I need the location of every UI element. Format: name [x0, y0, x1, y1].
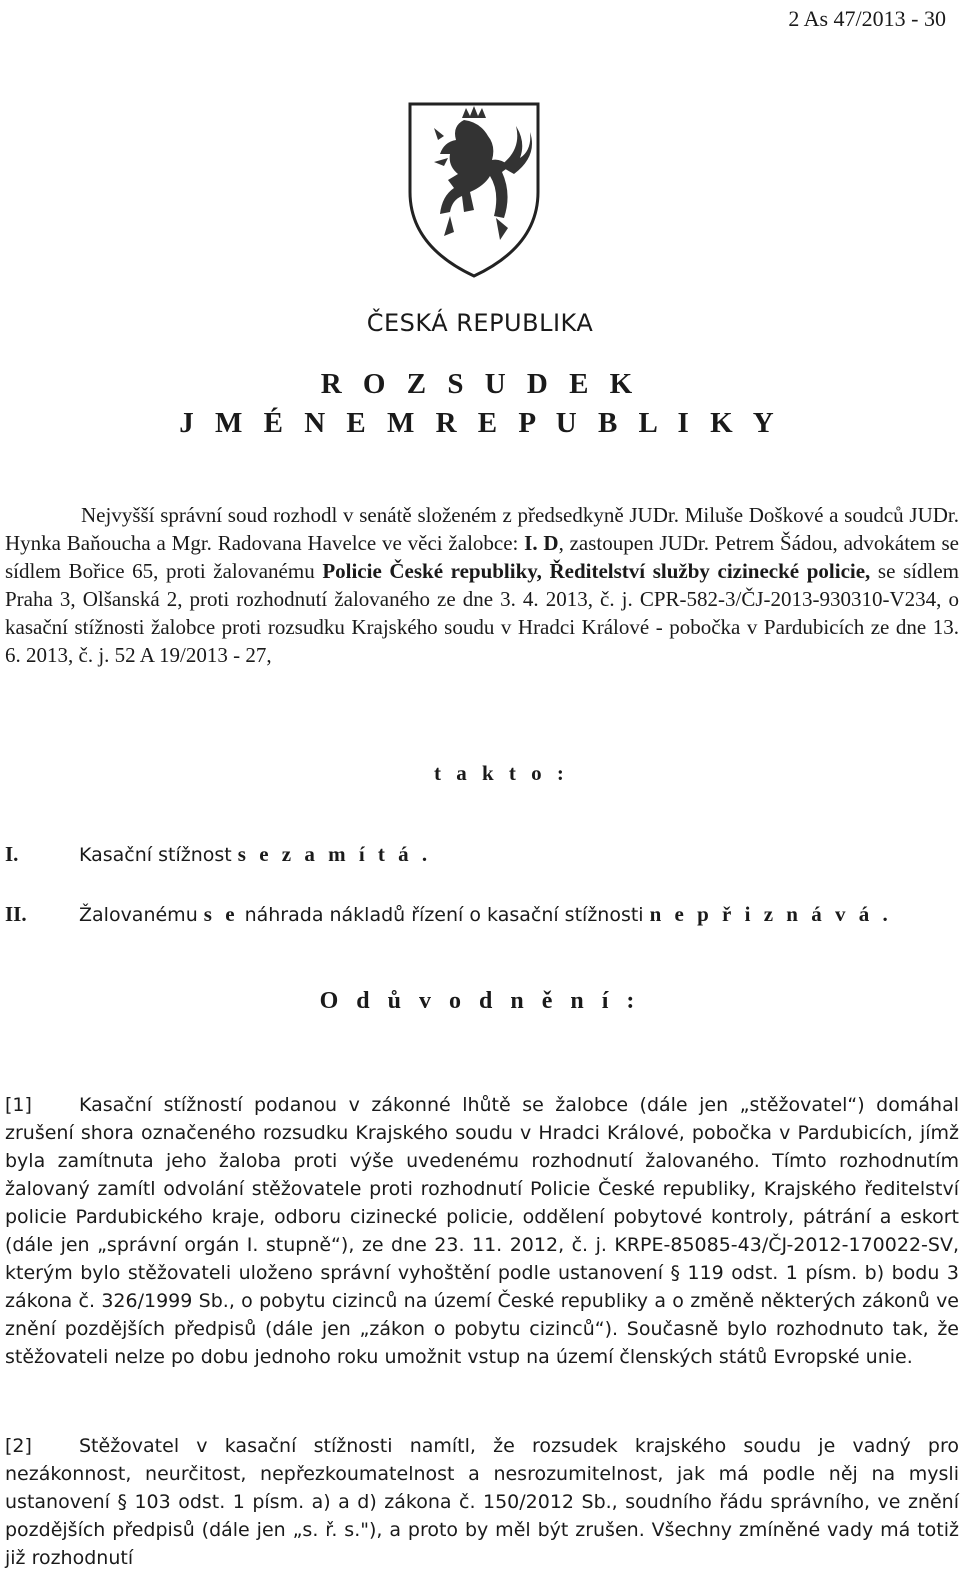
- verdict-emphasis-2: n e p ř i z n á v á .: [649, 902, 892, 926]
- case-number: 2 As 47/2013 - 30: [788, 6, 946, 31]
- paragraph-2: [5, 1432, 959, 1572]
- intro-paragraph: [5, 501, 959, 669]
- intro-text-2: , zastoupen JUDr. Petrem Šádou, advokátem se sídlem Bořice 65, proti žalovanému: [5, 531, 959, 583]
- paragraph-text: Kasační stížností podanou v zákonné lhůtě se žalobce (dále jen „stěžovatel“) domáhal zrušení shora označeného rozsudku Krajského soudu v Hradci Králové, pobočka v Pardubicích, jímž byla zamítnuta jeho žaloba proti výše uvedenému rozhodnutí žalovaného. Tímto rozhodnutím žalovaný zamítl odvolání stěžovatele proti rozhodnutí Policie České republiky, Krajského ředitelství policie Pardubického kraje, odboru cizinecké policie, oddělení pobytové kontroly, pátrání a eskort (dále jen „správní orgán I. stupně“), ze dne 23. 11. 2012, č. j. KRPE-85085-43/ČJ-2012-170022-SV, kterým bylo stěžovateli uloženo správní vyhoštění podle ustanovení § 119 odst. 1 písm. b) bodu 3 zákona č. 326/1999 Sb., o pobytu cizinců na území České republiky a o změně některých zákonů ve znění pozdějších předpisů (dále jen „zákon o pobytu cizinců“). Současně bylo rozhodnuto tak, že stěžovateli nelze po dobu jednoho roku umožnit vstup na území členských států Evropské unie.: [5, 1094, 959, 1368]
- verdict-number: I.: [5, 842, 19, 866]
- verdict-item: [5, 902, 892, 927]
- paragraph-1: [5, 1091, 959, 1371]
- verdict-text-plain: Kasační stížnost: [79, 844, 238, 866]
- paragraph-number: [1]: [5, 1094, 32, 1116]
- country-name: ČESKÁ REPUBLIKA: [366, 309, 594, 337]
- takto-heading: t a k t o :: [434, 761, 569, 785]
- verdict-emphasis: s e z a m í t á .: [237, 842, 432, 866]
- intro-text-3: se sídlem Praha 3, Olšanská 2, proti rozhodnutí žalovaného ze dne 3. 4. 2013, č. j. CPR-582-3/ČJ-2013-930310-V234, o kasační stížnosti žalobce proti rozsudku Krajského soudu v Hradci Králové - pobočka v Pardubicích ze dne 13. 6. 2013, č. j. 52 A 19/2013 - 27,: [5, 559, 959, 667]
- verdict-emphasis: s e: [203, 902, 239, 926]
- verdict-item: [5, 842, 431, 867]
- reasoning-heading: O d ů v o d n ě n í :: [319, 988, 641, 1014]
- verdict-text-rest: náhrada nákladů řízení o kasační stížnosti: [238, 904, 650, 926]
- paragraph-number: [2]: [5, 1435, 32, 1457]
- verdict-number: II.: [5, 902, 27, 926]
- verdict-text: [79, 902, 892, 927]
- verdict-text-plain: Žalovanému: [79, 904, 204, 926]
- defendant-name: Policie České republiky, Ředitelství služby cizinecké policie,: [322, 559, 871, 583]
- czech-lion-coat-of-arms-icon: [404, 96, 544, 280]
- verdict-text: [79, 842, 431, 867]
- document-subtitle: J M É N E M R E P U B L I K Y: [179, 407, 781, 439]
- document-title: R O Z S U D E K: [320, 368, 640, 400]
- paragraph-text: Stěžovatel v kasační stížnosti namítl, že rozsudek krajského soudu je vadný pro nezákonnost, neurčitost, nepřezkoumatelnost a nesrozumitelnost, jak má podle něj na mysli ustanovení § 103 odst. 1 písm. a) a d) zákona č. 150/2012 Sb., soudního řádu správního, ve znění pozdějších předpisů (dále jen „s. ř. s."), a proto by měl být zrušen. Všechny zmíněné vady má totiž již rozhodnutí: [5, 1435, 959, 1569]
- plaintiff-name: I. D: [524, 531, 559, 555]
- intro-text-1: Nejvyšší správní soud rozhodl v senátě složeném z předsedkyně JUDr. Miluše Doškové a soudců JUDr. Hynka Baňoucha a Mgr. Radovana Havelce ve věci žalobce:: [5, 503, 959, 555]
